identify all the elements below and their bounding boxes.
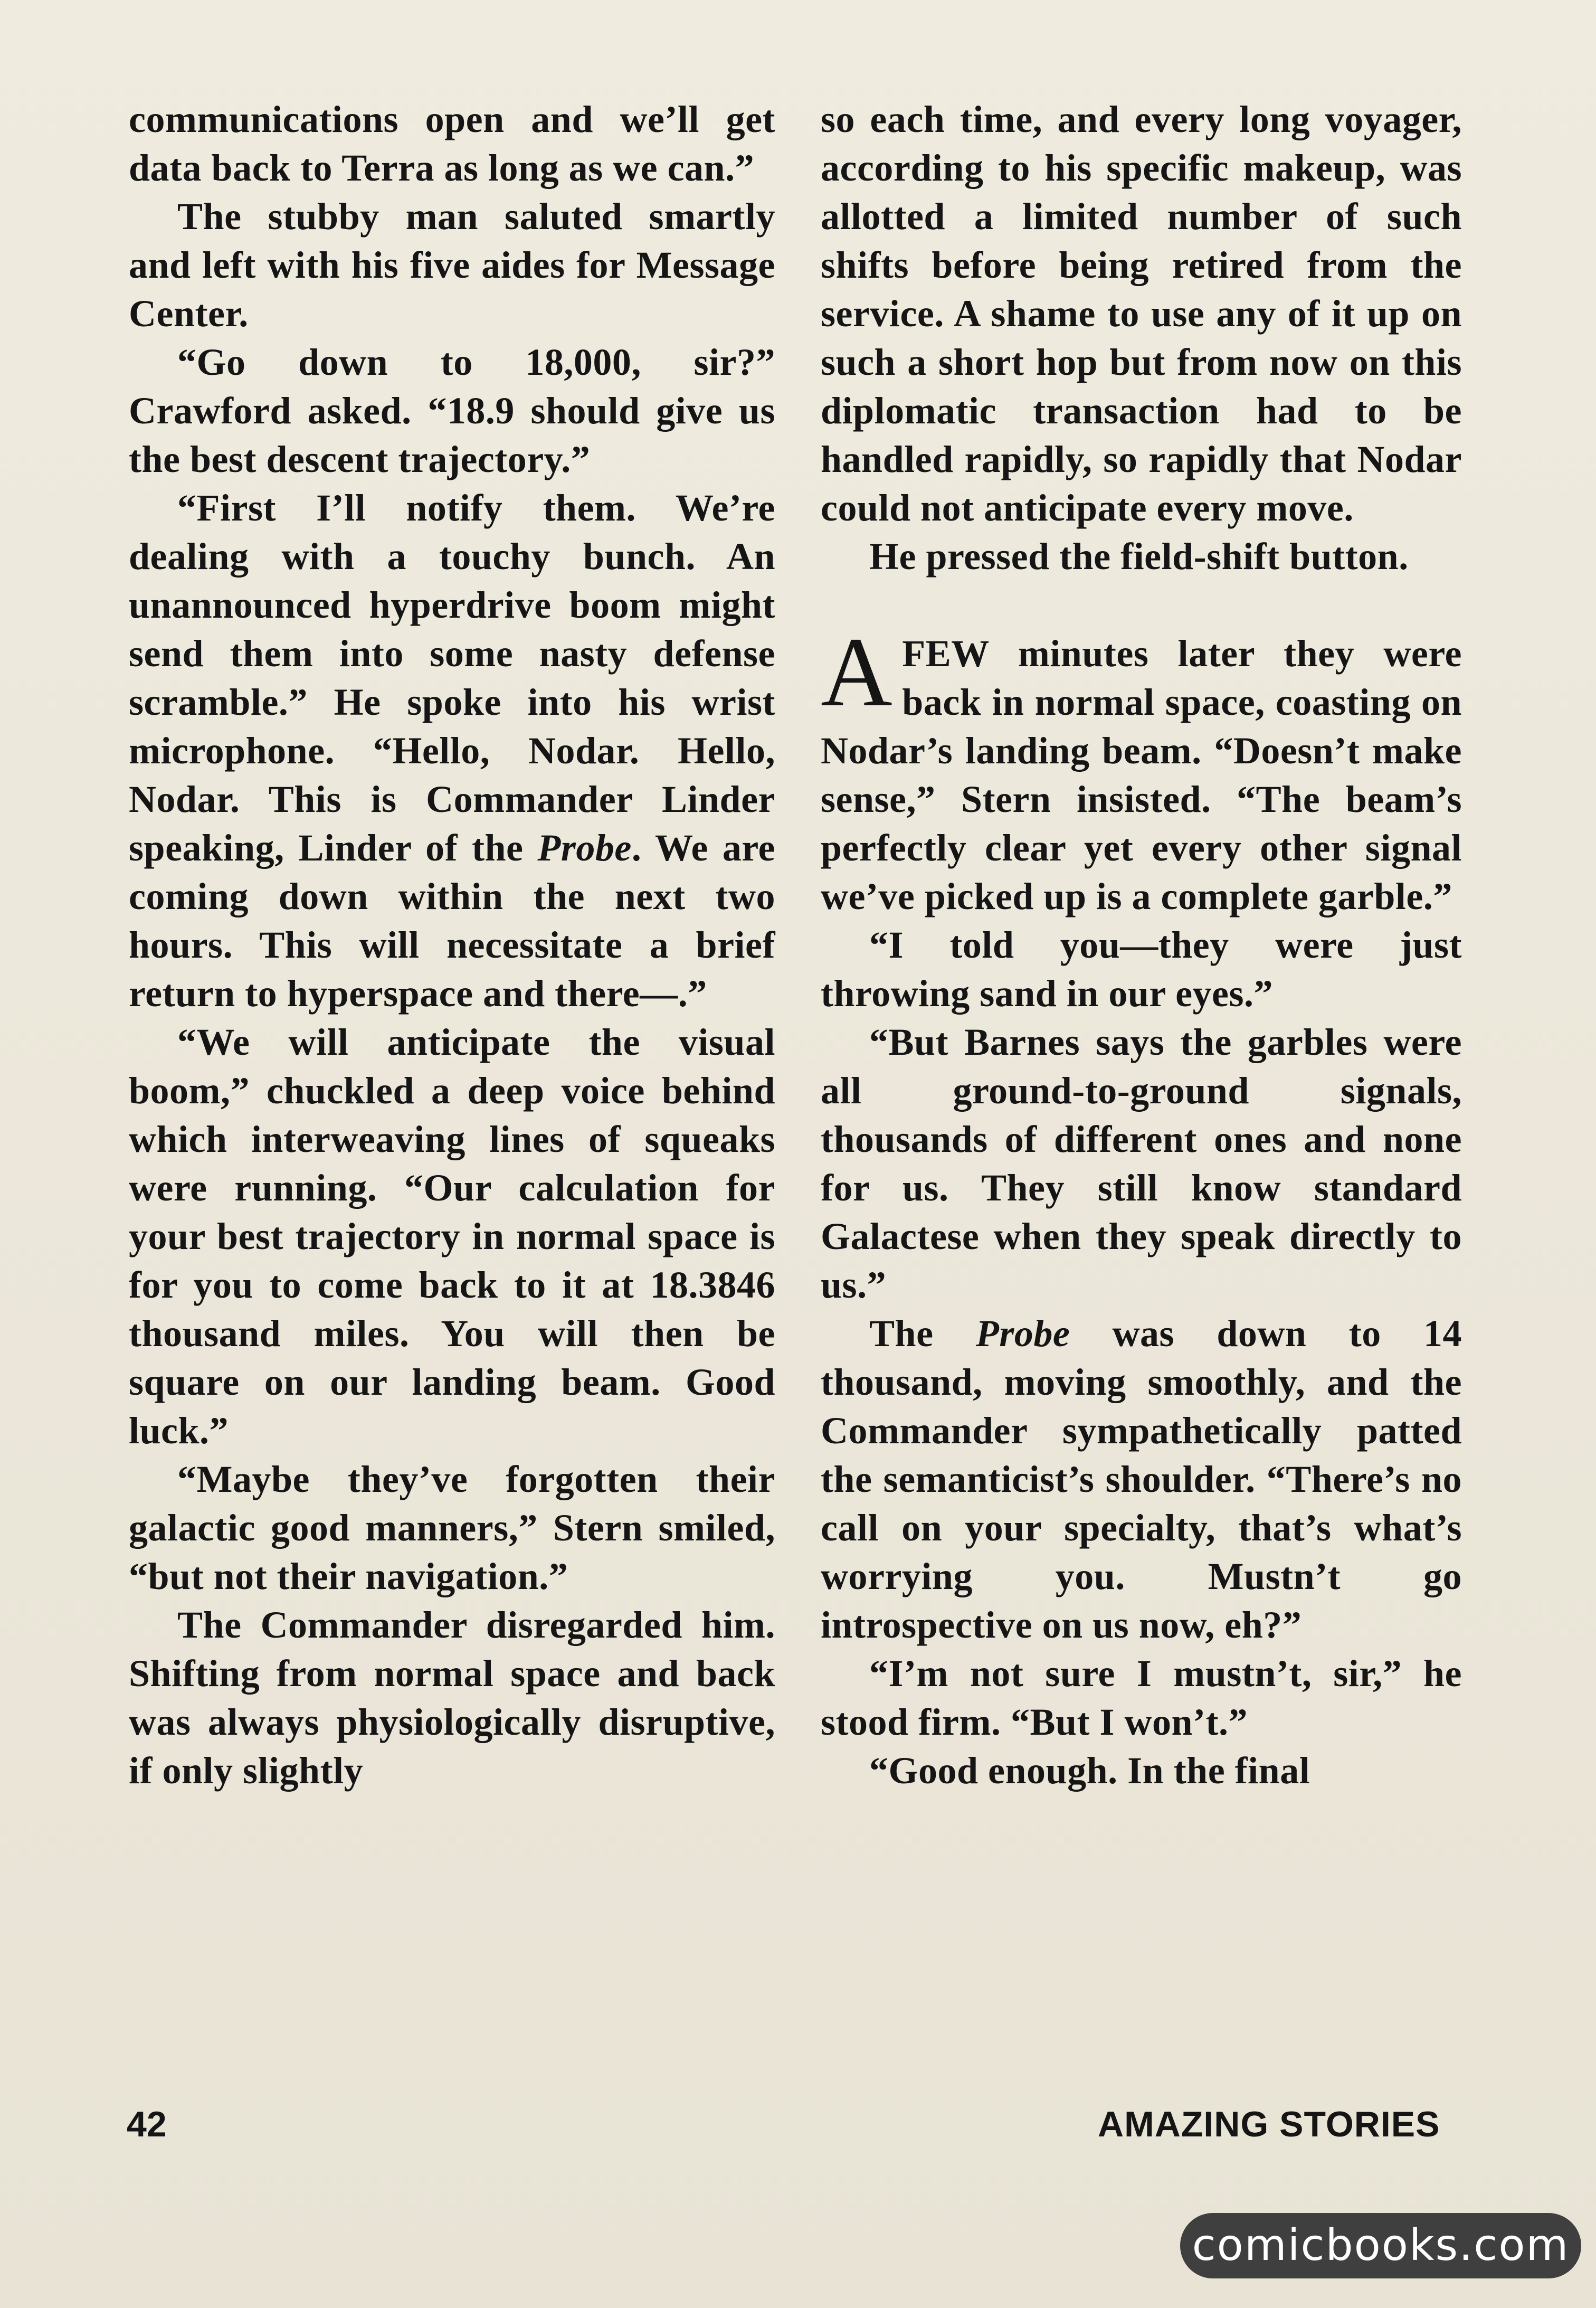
section-start-paragraph bbox=[821, 617, 1462, 921]
ship-name-italic: Probe bbox=[975, 1312, 1070, 1355]
watermark-logo: comicbooks.com bbox=[1180, 2213, 1581, 2278]
paragraph: The stubby man saluted smartly and left with his five aides for Message Center. bbox=[129, 195, 775, 335]
right-text-column bbox=[821, 95, 1462, 1795]
paragraph: “But Barnes says the garbles were all ground-to-ground signals, thousands of different ones and none for us. They still know standard Galactese when they speak directly to us.” bbox=[821, 1021, 1462, 1306]
magazine-title: AMAZING STORIES bbox=[1098, 2104, 1440, 2144]
ship-name-italic: Probe bbox=[537, 827, 632, 869]
paragraph: so each time, and every long voyager, according to his specific makeup, was allotted a limited number of such shifts before being retired from the service. A shame to use any of it up on such a short hop but from now on this diplomatic transaction had to be handled rapidly, so rapidly that Nodar could not anticipate every move. bbox=[821, 98, 1462, 529]
paragraph: “We will anticipate the visual boom,” chuckled a deep voice behind which interweaving lines of squeaks were running. “Our calculation for your best trajectory in normal space is for you to come back to it at 18.3846 thousand miles. You will then be square on our landing beam. Good luck.” bbox=[129, 1021, 775, 1452]
paragraph-text: was down to 14 thousand, moving smoothly, and the Commander sympathetically patted the semanticist’s shoulder. “There’s no call on your specialty, that’s what’s worrying you. Mustn’t go introspective on us now, eh?” bbox=[821, 1312, 1462, 1646]
paragraph: He pressed the field-shift button. bbox=[869, 535, 1409, 578]
drop-cap: A bbox=[821, 617, 893, 727]
page-number: 42 bbox=[127, 2104, 167, 2144]
paragraph-text: “First I’ll notify them. We’re dealing with a touchy bunch. An unannounced hyperdrive boom might send them into some nasty defense scramble.” He spoke into his wrist microphone. “Hello, Nodar. Hello, Nodar. This is Commander Linder speaking, Linder of the bbox=[129, 487, 775, 869]
paragraph bbox=[129, 484, 775, 1018]
paragraph: “I’m not sure I mustn’t, sir,” he stood firm. “But I won’t.” bbox=[821, 1652, 1462, 1743]
left-text-column bbox=[129, 95, 775, 1795]
paragraph-text: The bbox=[869, 1312, 976, 1355]
paragraph: communications open and we’ll get data back to Terra as long as we can.” bbox=[129, 98, 775, 189]
paragraph-text: . We are coming down within the next two hours. This will necessitate a brief return to hyperspace and there—.” bbox=[129, 827, 775, 1015]
paragraph-text: FEW minutes later they were back in normal space, coasting on Nodar’s landing beam. “Doesn’t make sense,” Stern insisted. “The beam’s perfectly clear yet every other signal we’ve picked up is a complete garble.” bbox=[821, 632, 1462, 917]
paragraph: “Go down to 18,000, sir?” Crawford asked. “18.9 should give us the best descent trajectory.” bbox=[129, 341, 775, 480]
paragraph: “Maybe they’ve forgotten their galactic good manners,” Stern smiled, “but not their navigation.” bbox=[129, 1458, 775, 1597]
paragraph: The Commander disregarded him. Shifting from normal space and back was always physiologically disruptive, if only slightly bbox=[129, 1604, 775, 1792]
paragraph: “I told you—they were just throwing sand in our eyes.” bbox=[821, 924, 1462, 1015]
paragraph: “Good enough. In the final bbox=[869, 1749, 1310, 1792]
paragraph bbox=[821, 1309, 1462, 1649]
